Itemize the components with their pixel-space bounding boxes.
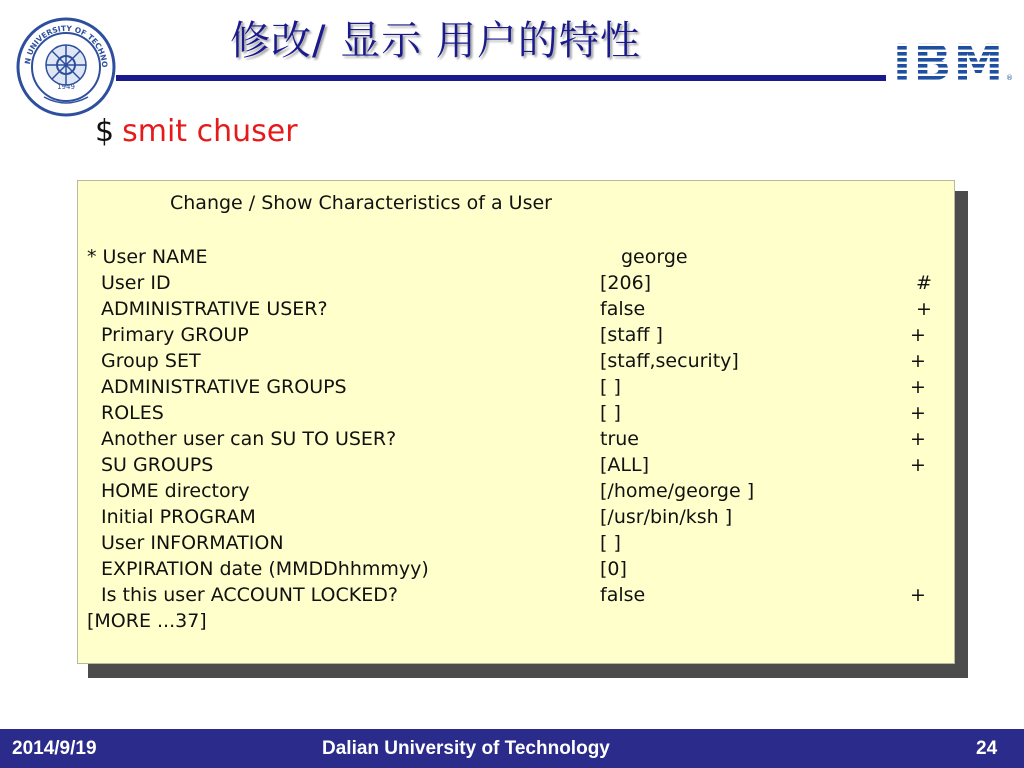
more-indicator [78,608,954,634]
field-value[interactable]: [/usr/bin/ksh ] [600,506,733,528]
field-label: Another user can SU TO USER? [101,428,397,450]
field-row-administrative-user[interactable] [78,296,954,322]
field-label: Initial PROGRAM [101,506,256,528]
field-list-mark: + [916,298,932,320]
field-label: User INFORMATION [101,532,284,554]
field-value[interactable]: [ ] [600,402,621,424]
field-value[interactable]: true [600,428,639,450]
field-value[interactable]: false [600,298,646,320]
field-row-user-name[interactable] [78,244,954,270]
field-row-home-directory[interactable] [78,478,954,504]
footer-organization: Dalian University of Technology [322,738,610,759]
field-list-mark: + [910,584,926,606]
university-logo [16,17,116,117]
field-value[interactable]: [staff ] [600,324,663,346]
logo-year: 1949 [57,83,75,91]
field-list-mark: + [910,402,926,424]
field-type-mark: # [916,272,932,294]
field-label: Group SET [101,350,201,372]
field-row-account-locked[interactable] [78,582,954,608]
field-list-mark: + [910,376,926,398]
field-value[interactable]: false [600,584,646,606]
more-indicator-text: [MORE ...37] [87,610,207,632]
field-label: Is this user ACCOUNT LOCKED? [101,584,398,606]
panel-title: Change / Show Characteristics of a User [170,192,552,214]
field-row-expiration-date[interactable] [78,556,954,582]
field-row-su-to-user[interactable] [78,426,954,452]
field-list-mark: + [910,428,926,450]
command-text: smit chuser [122,114,298,149]
field-value[interactable]: [ ] [600,376,621,398]
field-label: * User NAME [87,246,208,268]
field-value[interactable]: [/home/george ] [600,480,755,502]
command-line [95,113,298,151]
field-list-mark: + [910,454,926,476]
field-label: EXPIRATION date (MMDDhhmmyy) [101,558,429,580]
logo-arc-text: N UNIVERSITY OF TECHNO [23,23,110,68]
footer-bar [0,729,1024,768]
page-number: 24 [976,738,998,759]
svg-text:®: ® [1006,74,1013,82]
field-label: User ID [101,272,171,294]
field-value[interactable]: [ALL] [600,454,649,476]
slide-title: 修改/ 显示 用户的特性 [230,18,641,64]
smit-panel [77,180,955,664]
field-list-mark: + [910,350,926,372]
field-row-group-set[interactable] [78,348,954,374]
field-list-mark: + [910,324,926,346]
field-row-roles[interactable] [78,400,954,426]
field-label: HOME directory [101,480,250,502]
ibm-logo [887,34,1013,92]
field-row-primary-group[interactable] [78,322,954,348]
field-row-su-groups[interactable] [78,452,954,478]
field-value[interactable]: [ ] [600,532,621,554]
field-row-administrative-groups[interactable] [78,374,954,400]
footer-date: 2014/9/19 [12,738,97,759]
field-row-initial-program[interactable] [78,504,954,530]
field-value: george [621,246,688,268]
field-label: Primary GROUP [101,324,249,346]
field-value[interactable]: [staff,security] [600,350,739,372]
field-label: ROLES [101,402,164,424]
field-row-user-id[interactable] [78,270,954,296]
field-value[interactable]: [0] [600,558,627,580]
field-value[interactable]: [206] [600,272,652,294]
field-label: SU GROUPS [101,454,214,476]
shell-prompt: $ [95,114,115,149]
field-label: ADMINISTRATIVE GROUPS [101,376,347,398]
field-label: ADMINISTRATIVE USER? [101,298,328,320]
title-rule [116,75,886,81]
field-row-user-information[interactable] [78,530,954,556]
ibm-logo-text: IBM [892,34,1006,92]
